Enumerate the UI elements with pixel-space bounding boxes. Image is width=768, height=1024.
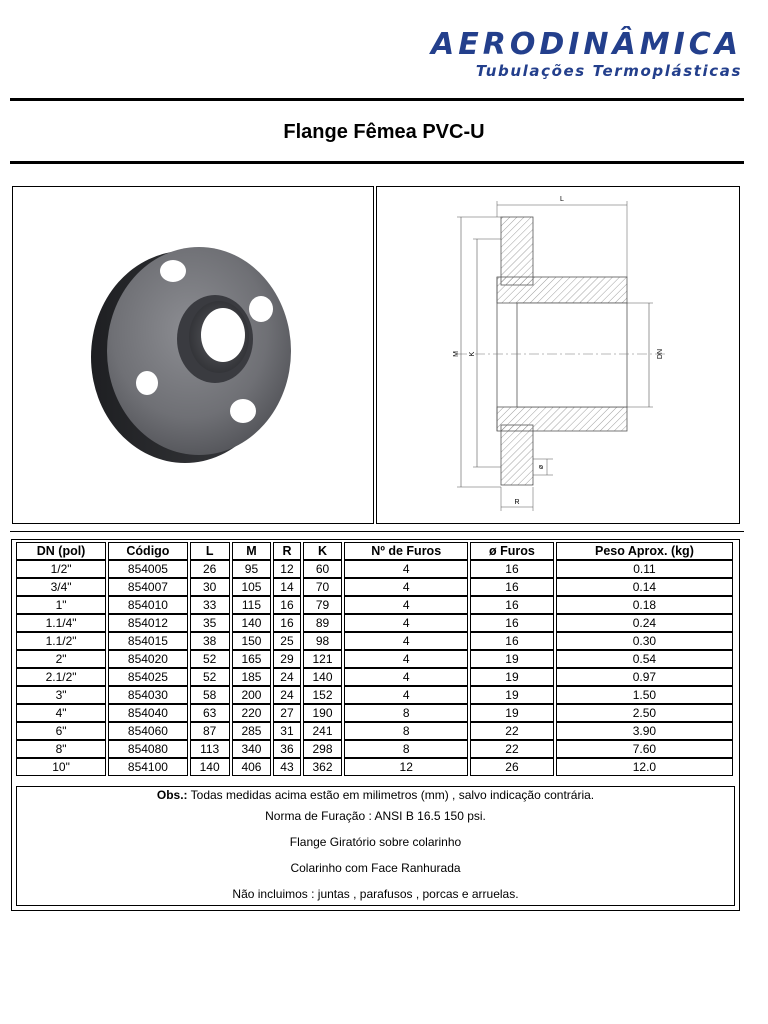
table-cell: 285 bbox=[232, 722, 272, 740]
table-cell: 87 bbox=[190, 722, 230, 740]
table-cell: 24 bbox=[273, 686, 300, 704]
table-cell: 1.1/2" bbox=[16, 632, 106, 650]
column-header: Código bbox=[108, 542, 188, 560]
table-cell: 105 bbox=[232, 578, 272, 596]
table-cell: 16 bbox=[470, 632, 554, 650]
table-cell: 854020 bbox=[108, 650, 188, 668]
table-cell: 4 bbox=[344, 596, 468, 614]
table-cell: 3/4" bbox=[16, 578, 106, 596]
table-cell: 140 bbox=[303, 668, 343, 686]
column-header: L bbox=[190, 542, 230, 560]
table-cell: 33 bbox=[190, 596, 230, 614]
table-cell: 150 bbox=[232, 632, 272, 650]
notes-obs-text: Todas medidas acima estão em milimetros (mm) , salvo indicação contrária. bbox=[187, 788, 595, 802]
table-cell: 19 bbox=[470, 704, 554, 722]
spec-table-frame bbox=[11, 539, 740, 911]
table-cell: 200 bbox=[232, 686, 272, 704]
product-photo-panel bbox=[12, 186, 374, 524]
table-row bbox=[16, 614, 733, 632]
column-header: DN (pol) bbox=[16, 542, 106, 560]
table-cell: 2.1/2" bbox=[16, 668, 106, 686]
brand-subtitle: Tubulações Termoplásticas bbox=[475, 62, 742, 80]
table-cell: 16 bbox=[470, 560, 554, 578]
brand-name: AERODINÂMICA bbox=[431, 27, 742, 62]
table-cell: 362 bbox=[303, 758, 343, 776]
table-cell: 8 bbox=[344, 740, 468, 758]
notes-box bbox=[16, 786, 735, 906]
table-body bbox=[16, 560, 733, 776]
table-cell: 854080 bbox=[108, 740, 188, 758]
table-cell: 16 bbox=[273, 596, 300, 614]
column-header: ø Furos bbox=[470, 542, 554, 560]
table-cell: 854025 bbox=[108, 668, 188, 686]
table-cell: 19 bbox=[470, 668, 554, 686]
table-cell: 854040 bbox=[108, 704, 188, 722]
dim-label-r: R bbox=[514, 499, 520, 506]
table-cell: 63 bbox=[190, 704, 230, 722]
table-cell: 19 bbox=[470, 650, 554, 668]
table-cell: 16 bbox=[273, 614, 300, 632]
flange-photo bbox=[13, 187, 373, 523]
table-cell: 3" bbox=[16, 686, 106, 704]
table-cell: 10" bbox=[16, 758, 106, 776]
table-cell: 241 bbox=[303, 722, 343, 740]
table-row bbox=[16, 722, 733, 740]
table-cell: 115 bbox=[232, 596, 272, 614]
table-row bbox=[16, 758, 733, 776]
table-cell: 60 bbox=[303, 560, 343, 578]
notes-line: Não incluimos : juntas , parafusos , porcas e arruelas. bbox=[232, 887, 519, 901]
dim-label-hole: ø bbox=[538, 464, 545, 470]
table-cell: 98 bbox=[303, 632, 343, 650]
table-cell: 220 bbox=[232, 704, 272, 722]
notes-line: Flange Giratório sobre colarinho bbox=[289, 835, 462, 849]
table-cell: 30 bbox=[190, 578, 230, 596]
column-header: R bbox=[273, 542, 300, 560]
table-cell: 3.90 bbox=[556, 722, 733, 740]
table-cell: 16 bbox=[470, 578, 554, 596]
table-cell: 854007 bbox=[108, 578, 188, 596]
table-cell: 340 bbox=[232, 740, 272, 758]
table-cell: 79 bbox=[303, 596, 343, 614]
column-header: K bbox=[303, 542, 343, 560]
table-cell: 190 bbox=[303, 704, 343, 722]
table-cell: 8 bbox=[344, 704, 468, 722]
table-cell: 0.54 bbox=[556, 650, 733, 668]
table-cell: 0.30 bbox=[556, 632, 733, 650]
table-row bbox=[16, 650, 733, 668]
column-header: M bbox=[232, 542, 272, 560]
table-header-row bbox=[16, 542, 733, 560]
table-cell: 16 bbox=[470, 614, 554, 632]
dim-label-k: K bbox=[469, 351, 476, 357]
table-cell: 4 bbox=[344, 650, 468, 668]
table-cell: 0.11 bbox=[556, 560, 733, 578]
table-cell: 854012 bbox=[108, 614, 188, 632]
flange-drawing bbox=[377, 187, 739, 523]
table-cell: 7.60 bbox=[556, 740, 733, 758]
table-cell: 36 bbox=[273, 740, 300, 758]
table-cell: 12.0 bbox=[556, 758, 733, 776]
table-row bbox=[16, 686, 733, 704]
table-cell: 31 bbox=[273, 722, 300, 740]
table-cell: 140 bbox=[190, 758, 230, 776]
table-cell: 2.50 bbox=[556, 704, 733, 722]
table-cell: 854010 bbox=[108, 596, 188, 614]
page-title: Flange Fêmea PVC-U bbox=[283, 121, 485, 143]
table-cell: 1.1/4" bbox=[16, 614, 106, 632]
table-cell: 0.97 bbox=[556, 668, 733, 686]
table-cell: 43 bbox=[273, 758, 300, 776]
table-cell: 38 bbox=[190, 632, 230, 650]
table-cell: 854015 bbox=[108, 632, 188, 650]
table-cell: 95 bbox=[232, 560, 272, 578]
table-cell: 25 bbox=[273, 632, 300, 650]
table-cell: 0.24 bbox=[556, 614, 733, 632]
table-cell: 4 bbox=[344, 578, 468, 596]
table-cell: 854100 bbox=[108, 758, 188, 776]
header-rule bbox=[10, 98, 744, 101]
table-cell: 4 bbox=[344, 632, 468, 650]
table-cell: 22 bbox=[470, 740, 554, 758]
spec-table bbox=[14, 542, 735, 776]
table-row bbox=[16, 560, 733, 578]
table-cell: 27 bbox=[273, 704, 300, 722]
dim-label-dn: DN bbox=[657, 348, 664, 360]
table-top-rule bbox=[10, 531, 744, 532]
notes-obs bbox=[17, 787, 734, 803]
dim-label-l: L bbox=[560, 196, 564, 203]
table-cell: 165 bbox=[232, 650, 272, 668]
table-cell: 16 bbox=[470, 596, 554, 614]
table-cell: 4 bbox=[344, 614, 468, 632]
table-cell: 8 bbox=[344, 722, 468, 740]
table-cell: 58 bbox=[190, 686, 230, 704]
table-cell: 14 bbox=[273, 578, 300, 596]
dim-label-m: M bbox=[453, 351, 460, 357]
brand-logo bbox=[431, 28, 742, 80]
table-cell: 35 bbox=[190, 614, 230, 632]
table-cell: 6" bbox=[16, 722, 106, 740]
table-cell: 70 bbox=[303, 578, 343, 596]
table-cell: 4 bbox=[344, 668, 468, 686]
table-cell: 0.14 bbox=[556, 578, 733, 596]
table-row bbox=[16, 632, 733, 650]
notes-line: Norma de Furação : ANSI B 16.5 150 psi. bbox=[265, 809, 486, 823]
table-row bbox=[16, 578, 733, 596]
table-cell: 4" bbox=[16, 704, 106, 722]
table-cell: 12 bbox=[273, 560, 300, 578]
table-cell: 52 bbox=[190, 668, 230, 686]
table-row bbox=[16, 704, 733, 722]
table-cell: 140 bbox=[232, 614, 272, 632]
table-cell: 24 bbox=[273, 668, 300, 686]
table-row bbox=[16, 668, 733, 686]
table-cell: 26 bbox=[470, 758, 554, 776]
column-header: Nº de Furos bbox=[344, 542, 468, 560]
notes-line: Colarinho com Face Ranhurada bbox=[290, 861, 461, 875]
table-cell: 52 bbox=[190, 650, 230, 668]
table-cell: 406 bbox=[232, 758, 272, 776]
table-cell: 121 bbox=[303, 650, 343, 668]
table-cell: 1.50 bbox=[556, 686, 733, 704]
table-row bbox=[16, 740, 733, 758]
table-cell: 113 bbox=[190, 740, 230, 758]
table-cell: 854060 bbox=[108, 722, 188, 740]
table-cell: 854030 bbox=[108, 686, 188, 704]
title-rule bbox=[10, 161, 744, 164]
table-cell: 26 bbox=[190, 560, 230, 578]
technical-drawing-panel bbox=[376, 186, 740, 524]
table-cell: 19 bbox=[470, 686, 554, 704]
column-header: Peso Aprox. (kg) bbox=[556, 542, 733, 560]
table-cell: 29 bbox=[273, 650, 300, 668]
table-cell: 89 bbox=[303, 614, 343, 632]
table-cell: 1/2" bbox=[16, 560, 106, 578]
table-cell: 0.18 bbox=[556, 596, 733, 614]
table-cell: 8" bbox=[16, 740, 106, 758]
table-cell: 185 bbox=[232, 668, 272, 686]
table-cell: 854005 bbox=[108, 560, 188, 578]
table-cell: 12 bbox=[344, 758, 468, 776]
table-cell: 4 bbox=[344, 686, 468, 704]
notes-obs-label: Obs.: bbox=[156, 788, 188, 802]
table-cell: 22 bbox=[470, 722, 554, 740]
table-cell: 152 bbox=[303, 686, 343, 704]
table-cell: 1" bbox=[16, 596, 106, 614]
table-row bbox=[16, 596, 733, 614]
table-cell: 298 bbox=[303, 740, 343, 758]
table-cell: 2" bbox=[16, 650, 106, 668]
table-cell: 4 bbox=[344, 560, 468, 578]
